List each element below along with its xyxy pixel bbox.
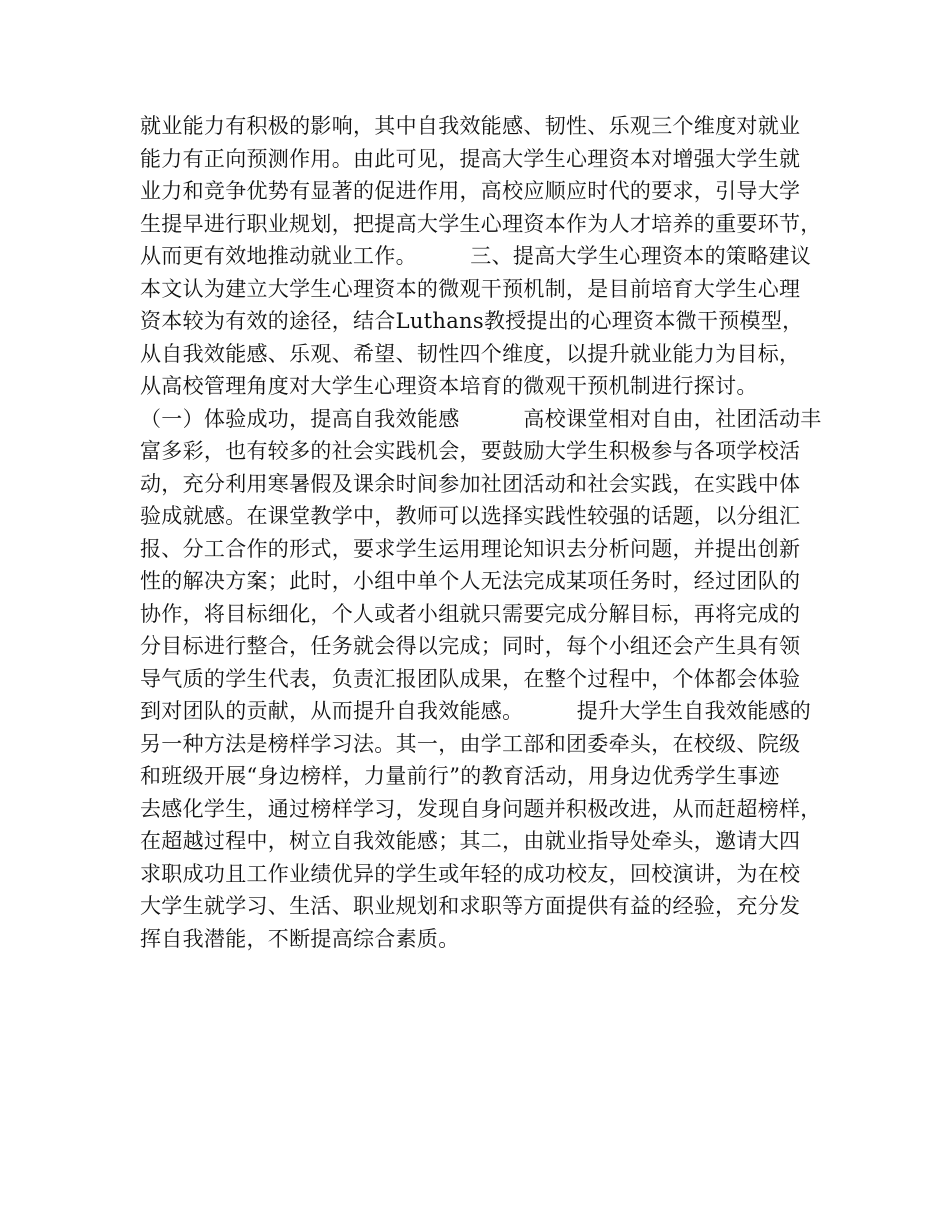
text-line: 本文认为建立大学生心理资本的微观干预机制，是目前培育大学生心理	[140, 276, 801, 301]
text-line: 从自我效能感、乐观、希望、韧性四个维度，以提升就业能力为目标，	[140, 341, 801, 366]
text-line: 验成就感。在课堂教学中，教师可以选择实践性较强的话题，以分组汇	[140, 504, 801, 528]
text-line: 导气质的学生代表，负责汇报团队成果，在整个过程中，个体都会体验	[140, 666, 801, 691]
text-line: 协作，将目标细化，个人或者小组就只需要完成分解目标，再将完成的	[140, 601, 801, 626]
text-line: 业力和竞争优势有显著的促进作用，高校应顺应时代的要求，引导大学	[140, 179, 801, 203]
text-line: 从而更有效地推动就业工作。 三、提高大学生心理资本的策略建议	[140, 244, 812, 268]
text-line: 性的解决方案；此时，小组中单个人无法完成某项任务时，经过团队的	[140, 569, 801, 593]
text-line: 在超越过程中，树立自我效能感；其二，由就业指导处牵头，邀请大四	[140, 829, 801, 853]
text-line: 资本较为有效的途径，结合Luthans教授提出的心理资本微干预模型，	[140, 309, 804, 333]
text-line: 富多彩，也有较多的社会实践机会，要鼓励大学生积极参与各项学校活	[140, 439, 801, 463]
text-line: （一）体验成功，提高自我效能感 高校课堂相对自由，社团活动丰	[140, 406, 822, 431]
text-line: 生提早进行职业规划，把提高大学生心理资本作为人才培养的重要环节，	[140, 211, 822, 236]
text-line: 求职成功且工作业绩优异的学生或年轻的成功校友，回校演讲，为在校	[140, 861, 801, 886]
body-text	[140, 110, 830, 955]
text-line: 和班级开展“身边榜样，力量前行”的教育活动，用身边优秀学生事迹	[140, 764, 780, 788]
text-line: 去感化学生，通过榜样学习，发现自身问题并积极改进，从而赶超榜样，	[140, 796, 822, 821]
text-line: 分目标进行整合，任务就会得以完成；同时，每个小组还会产生具有领	[140, 634, 801, 658]
text-line: 从高校管理角度对大学生心理资本培育的微观干预机制进行探讨。	[140, 374, 758, 398]
text-line: 另一种方法是榜样学习法。其一，由学工部和团委牵头，在校级、院级	[140, 731, 801, 756]
text-line: 挥自我潜能，不断提高综合素质。	[140, 926, 460, 951]
text-line: 报、分工合作的形式，要求学生运用理论知识去分析问题，并提出创新	[140, 536, 801, 561]
text-line: 能力有正向预测作用。由此可见，提高大学生心理资本对增强大学生就	[140, 146, 801, 171]
text-line: 动，充分利用寒暑假及课余时间参加社团活动和社会实践，在实践中体	[140, 471, 801, 496]
text-line: 大学生就学习、生活、职业规划和求职等方面提供有益的经验，充分发	[140, 894, 801, 918]
text-line: 到对团队的贡献，从而提升自我效能感。 提升大学生自我效能感的	[140, 699, 812, 723]
text-line: 就业能力有积极的影响，其中自我效能感、韧性、乐观三个维度对就业	[140, 114, 801, 138]
